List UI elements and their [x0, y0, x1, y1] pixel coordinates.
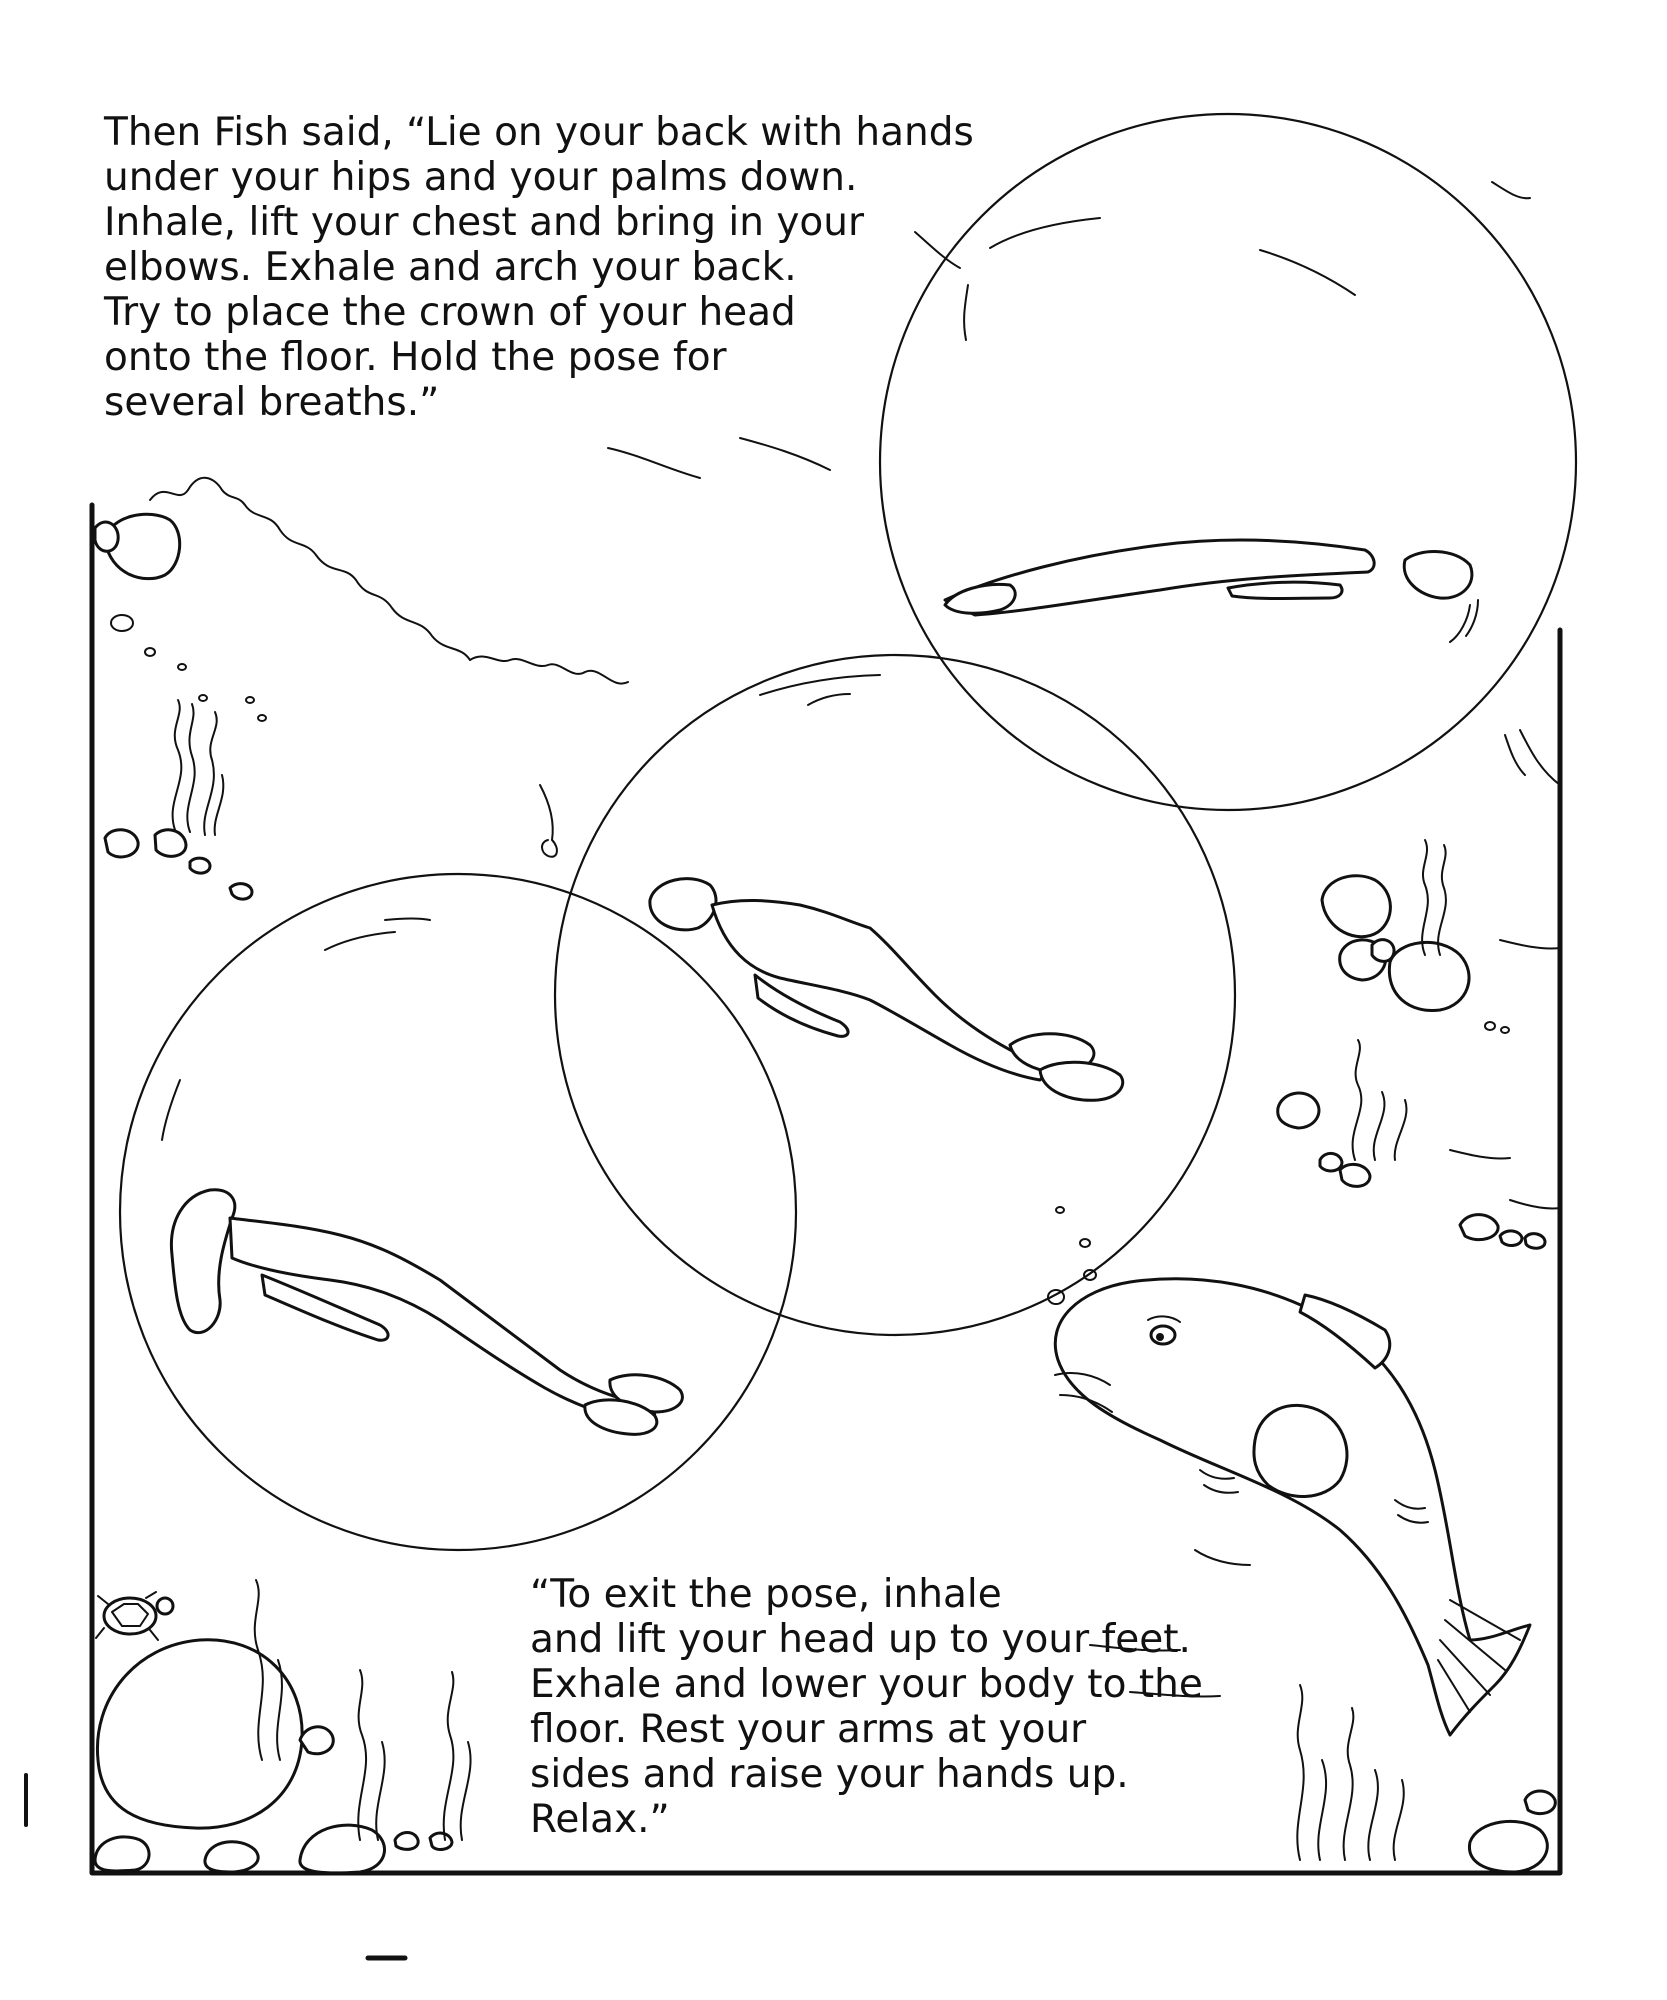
intro-caption: [104, 110, 974, 425]
turtle-icon: [96, 1592, 173, 1640]
outro-line: floor. Rest your arms at your: [530, 1707, 1087, 1752]
rock-icon: [1278, 876, 1545, 1249]
outro-line: “To exit the pose, inhale: [530, 1572, 1002, 1617]
person-icon: [650, 879, 1123, 1101]
intro-line: under your hips and your palms down.: [104, 155, 858, 200]
intro-line: elbows. Exhale and arch your back.: [104, 245, 797, 290]
intro-line: Then Fish said, “Lie on your back with hands: [104, 110, 974, 155]
outro-line: sides and raise your hands up.: [530, 1752, 1129, 1797]
intro-line: onto the floor. Hold the pose for: [104, 335, 727, 380]
seaweed-icon: [173, 700, 224, 835]
intro-line: several breaths.”: [104, 380, 440, 425]
outro-line: and lift your head up to your feet.: [530, 1617, 1191, 1662]
intro-line: Try to place the crown of your head: [104, 290, 796, 335]
outro-caption: [530, 1572, 1203, 1842]
outro-line: Relax.”: [530, 1797, 670, 1842]
intro-line: Inhale, lift your chest and bring in your: [104, 200, 865, 245]
person-icon: [171, 1190, 682, 1435]
outro-line: Exhale and lower your body to the: [530, 1662, 1203, 1707]
bubble-right: [880, 114, 1576, 810]
rock-icon: [95, 514, 557, 899]
person-icon: [945, 540, 1478, 642]
